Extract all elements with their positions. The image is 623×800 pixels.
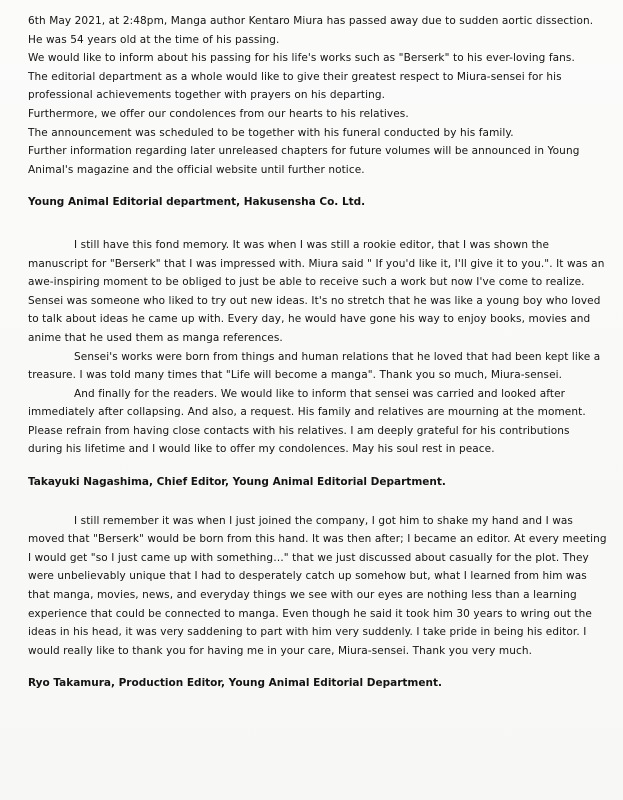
spacer: [28, 492, 607, 512]
chief-message: [28, 236, 607, 459]
announcement-line: Further information regarding later unreleased chapters for future volumes will be announced in Young Animal's magazine and the official website until further notice.: [28, 145, 580, 176]
spacer: [28, 660, 607, 674]
production-message: [28, 512, 607, 661]
dept-signature: Young Animal Editorial department, Hakusensha Co. Ltd.: [28, 196, 366, 209]
announcement-section: [28, 12, 607, 179]
announcement-line: The announcement was scheduled to be together with his funeral conducted by his family.: [28, 126, 514, 139]
chief-signature: Takayuki Nagashima, Chief Editor, Young Animal Editorial Department.: [28, 476, 446, 489]
spacer: [28, 179, 607, 193]
production-signature: Ryo Takamura, Production Editor, Young Animal Editorial Department.: [28, 677, 442, 690]
message-paragraph: And finally for the readers. We would like to inform that sensei was carried and looked after immediately after collapsing. And also, a request. His family and relatives are mourning at the moment. Please refrain from having close contacts with his relatives. I am deeply grateful for his contributions during his lifetime and I would like to offer my condolences. May his soul rest in peace.: [28, 387, 586, 456]
announcement-line: Furthermore, we offer our condolences from our hearts to his relatives.: [28, 107, 409, 120]
message-paragraph: I still remember it was when I just joined the company, I got him to shake my hand and I was moved that "Berserk" would be born from this hand. It was then after; I became an editor. At every meeting I would get "so I just came up with something…" that we just discussed about casually for the plot. They were unbelievably unique that I had to desperately catch up somehow but, what I learned from him was that manga, movies, news, and everyday things we see with our eyes are nothing less than a learning experience that could be connected to manga. Even though he said it took him 30 years to wring out the ideas in his head, it was very saddening to part with him very suddenly. I take pride in being his editor. I would really like to thank you for having me in your care, Miura-sensei. Thank you very much.: [28, 514, 607, 657]
announcement-line: 6th May 2021, at 2:48pm, Manga author Kentaro Miura has passed away due to sudden aortic dissection. He was 54 years old at the time of his passing.: [28, 15, 594, 46]
message-paragraph: Sensei's works were born from things and human relations that he loved that had been kept like a treasure. I was told many times that "Life will become a manga". Thank you so much, Miura-sensei.: [28, 350, 601, 382]
spacer: [28, 459, 607, 473]
announcement-line: We would like to inform about his passing for his life's works such as "Berserk" to his ever-loving fans.: [28, 52, 575, 65]
message-paragraph: I still have this fond memory. It was when I was still a rookie editor, that I was shown the manuscript for "Berserk" that I was impressed with. Miura said " If you'd like it, I'll give it to you.". It was an awe-inspiring moment to be obliged to just be able to receive such a work but now I've come to realize. Sensei was someone who liked to try out new ideas. It's no stretch that he was like a young boy who loved to talk about ideas he came up with. Every day, he would have gone his way to enjoy books, movies and anime that he used them as manga references.: [28, 238, 605, 344]
announcement-line: The editorial department as a whole would like to give their greatest respect to Miura-sensei for his professional achievements together with prayers on his departing.: [28, 70, 562, 102]
spacer: [28, 212, 607, 236]
